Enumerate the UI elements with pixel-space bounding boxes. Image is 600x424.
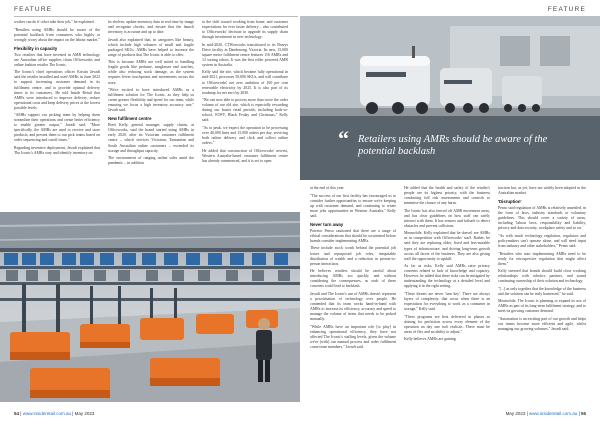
paragraph: to the shift toward working from home, and customer expectations for ever faster delivery – also contributed to Officeworks' decision to upgrade its supply chain through investment in new technology. <box>202 20 288 40</box>
paragraph: its shelves, update inventory data in real time by image and recognise checks, and ensure that the launch inventory is accurate and up to date. <box>108 20 194 35</box>
paragraph: He believes retailers should be careful about introducing AMRs too quickly and without considering the consequences, as each of these concerns could lead to backlash. <box>310 269 396 289</box>
section-label: FEATURE <box>547 6 586 13</box>
paragraph: "While AMRs have an important role [to play] in enhancing operational efficiency, they have not affected The Iconic's staffing levels, given the volume we're (with) our manual process and order fulfilment come team members," Javadi said. <box>310 324 396 349</box>
left-column-1 <box>14 20 100 210</box>
paragraph: "The success of our first facility has encouraged us to consider further opportunities to ensure we're keeping up with customer demand, and continuing to create more jobs opportunities in Western Australia," Kelly said. <box>310 193 396 218</box>
pull-quote: Retailers using AMRs should be aware of the potential backlash <box>358 134 548 157</box>
page-number: 55 <box>580 411 586 416</box>
paragraph: Kelly said the site, which became fully operational in mid-2021, processes 50,000 SKUs, and will contribute to Officeworks' net zero ambition of 100 per cent renewable electricity by 2025. It is also part of its roadmap for net zero by 2030. <box>202 70 288 95</box>
subheading: Never turn away <box>310 221 344 227</box>
paragraph: Javadi and The Iconic's use of AMRs doesn't represent a prioritisation of technology over people. He contended that its team works hand-in-hand with AMRs to increase its efficiency, accuracy and speed to manage the volume of items that needs to be picked manually. <box>310 291 396 322</box>
paragraph: In mid-2020, CTWorworks transitioned to its Braeys Drive facility in Dandenong, Victoria. Its new, 15,000 square metre fulfilment centre features 116 AMRs and 12 sorting robots. It was the first roller powered AMR system in Australia. <box>202 42 288 67</box>
paragraph: "Retailers who start implementing AMRs need to be ready for retrospective regulation that might affect them." <box>498 251 586 266</box>
subheading: New fulfilment centre <box>108 116 152 122</box>
paragraph: "As to peak, we expect the operation to be processing over 40,000 lines and 15,000 orders per day, servicing both online delivery and click and collect online orders." <box>202 125 288 146</box>
right-column-3 <box>498 186 586 401</box>
paragraph: "Automation is an exciting part of our growth and helps our teams become more efficient and agile, whilst managing our growing volumes," Javadi said. <box>498 317 586 332</box>
paragraph: "[...] as only together that the knowledge of the business and the solution can be truly harnessed," he said. <box>498 286 586 296</box>
paragraph: He added that the health and safety of the retailer's people are its highest priority, with the business conducting full risk assessments and controls to minimise the chance of any harm. <box>404 186 490 206</box>
quote-mark-icon: “ <box>338 126 349 151</box>
robot-1 <box>360 46 430 114</box>
page-number: 54 <box>14 411 20 416</box>
paragraph: "We're excited to have introduced AMRs as a fulfilment solution for The Iconic, as they help us create greater flexibility and speed for our team, while ensuring we focus a high inventory accuracy rate," Javadi said. <box>108 88 194 113</box>
warehouse-photo <box>0 212 300 402</box>
warehouse-photo-illustration <box>0 212 300 402</box>
paragraph: "We can now able to process more than twice the order volume of our old site, which is especially rewarding during our busier retail periods, including back-to-school, EOFY, Black Friday and Christmas," Kelly said. <box>202 98 288 123</box>
right-page <box>300 0 600 424</box>
left-column-2 <box>108 20 194 210</box>
paragraph: This is because AMRs are well suited to handling fragile goods like perfume, sunglasses and watches, while also reducing stock damage, as the system requires fewer touchpoints and movements across the store. <box>108 60 194 85</box>
paragraph: "These programs are best delivered in phases as shining for perfection across every element of the operation on day one isn't realistic. There must be areas of flex and an ability to adjust." <box>404 314 490 334</box>
subheading: 'Disruption' <box>498 199 522 205</box>
paragraph: "Retailers using AMRs should be aware of the potential backlash from consumers who highly or wrongly worry about the impact on the labour market." <box>14 27 100 42</box>
paragraph: These include stock worth behind the potential job losses and repurposed job roles, inequitable distribution of wealth and a reduction in person-to-person interaction. <box>310 246 396 266</box>
robot-photo <box>300 16 600 180</box>
paragraph: The environment of ranging online sales amid the pandemic – in addition <box>108 156 194 166</box>
site-link[interactable]: www.insideretail.com.au <box>529 411 578 416</box>
right-column-2 <box>404 186 490 401</box>
paragraph: worker can do if robot take their job," he explained. <box>14 20 95 24</box>
paragraph: Kelly stressed that brands should build close working relationships with robotics partners, and sound continuing ownership of their solution and technology. <box>498 269 586 284</box>
paragraph: "AMRs support our picking team by helping them streamline their operations and create better efficiency to enable greater output," Javadi said. "More specifically, the AMRs are used to receive and store products, and present them to our pick teams based on order sequencing and cutoff times." <box>14 113 100 143</box>
right-footer: May 2023 | www.insideretail.com.au | 55 <box>505 411 586 416</box>
robot-3 <box>502 76 542 112</box>
left-column-3 <box>202 20 288 210</box>
paragraph: The Iconic's chief operations officer Kristin Javadi said the retailer installed and used AMRs in June 2022 to support increasing customer demand in its fulfilment centre, and to provide optimal delivery times to its customers. He told Inside Retail that AMRs were introduced to improve delivery, reduce operational costs and keep delivery prices at the lowest possible levels. <box>14 70 100 110</box>
issue-date: May 2023 <box>74 411 95 416</box>
paragraph: Meanwhile, Kelly explained that he doesn't see AMRs as in competition with Officeworks' staff. Rather, he said they are replacing older, fixed and less-suitable types of infrastructure, and driving long-term growth across all facets of the business. They are also giving staff the opportunity to upskill. <box>404 231 490 261</box>
paragraph: Penso said regulation of AMRs is relatively unsettled, in the form of laws, industry standards or voluntary guidelines. This should cover a variety of areas, including 'labour laws, responsibility and liability, privacy and data security, workplace safety and so on.' <box>498 206 586 231</box>
paragraph: Kelly believes AMRs are gaining <box>404 337 456 342</box>
site-link[interactable]: www.insideretail.com.au <box>22 411 71 416</box>
paragraph: As far as risks, Kelly said AMRs raise privacy concerns related to lack of knowledge and capacity. However, he added that these risks can be mitigated by understanding the technology at a detailed level and applying it in the right setting. <box>404 264 490 289</box>
right-column-1 <box>310 186 396 401</box>
paragraph: The Iconic has also fenced off AMR movement areas, and has clear guidelines on how staff can safely interact with them. It has sensors and failsafe to detect obstacles and prevent collisions. <box>404 208 490 228</box>
paragraph: Brett Kelly, general manager, supply chains, at Officeworks, said the brand started using AMRs in early 2020, after its Victorian customer fulfilment centre – which services Victorian, Tasmanian and South Australian online customers – exceeded its storage and throughput capacity. <box>108 123 194 153</box>
paragraph: traction but, as yet, have not widely been adopted in the Australian market. <box>498 186 586 196</box>
paragraph: Regarding inventive deployment, Javadi explained that The Iconic's AMRs vary and identify inventory on <box>14 146 100 156</box>
paragraph: "These threats are never 'turn key'. There are always layers of complexity, that occur when there is an expectation for everything to work as a consumer in storage," Kelly said. <box>404 291 490 312</box>
paragraph: Meanwhile, The Iconic is planning to expand its use of AMRs as part of its long-term fulfilment strategy, and to meet its growing customer demand. <box>498 299 586 314</box>
subheading: Flexibility in capacity <box>14 45 58 51</box>
paragraph: Javadi also explained that, in categories like beauty, which include high volumes of small and fragile packaged SKUs, AMRs have helped to increase the range of products that The Iconic is able to offer. <box>108 37 194 57</box>
paragraph: Two retailers that have invested in AMR technology are Australian office supplies chain Officeworks and online fashion retailer The Iconic. <box>14 52 100 67</box>
paragraph: at the end of this year. <box>310 186 345 190</box>
paragraph: He added that construction of Officeworks' newest, Western Australia-based customer fulfilment centre has already commenced, and it is set to open <box>202 148 288 163</box>
paragraph: "As with much technology regulation, regulators and policymakers can't operate alone, and will need input from industry and other stakeholders," Penso said. <box>498 233 586 248</box>
issue-date: May 2023 <box>505 411 526 416</box>
robot-2 <box>440 68 492 113</box>
header-rule <box>14 16 298 17</box>
section-label: FEATURE <box>14 6 53 13</box>
paragraph: Paterior Penso cautioned that there are a range of ethical considerations that should be scrutinised before brands consider implementing AMRs. <box>310 228 396 243</box>
left-footer: 54 | www.insideretail.com.au | May 2023 <box>14 411 95 416</box>
